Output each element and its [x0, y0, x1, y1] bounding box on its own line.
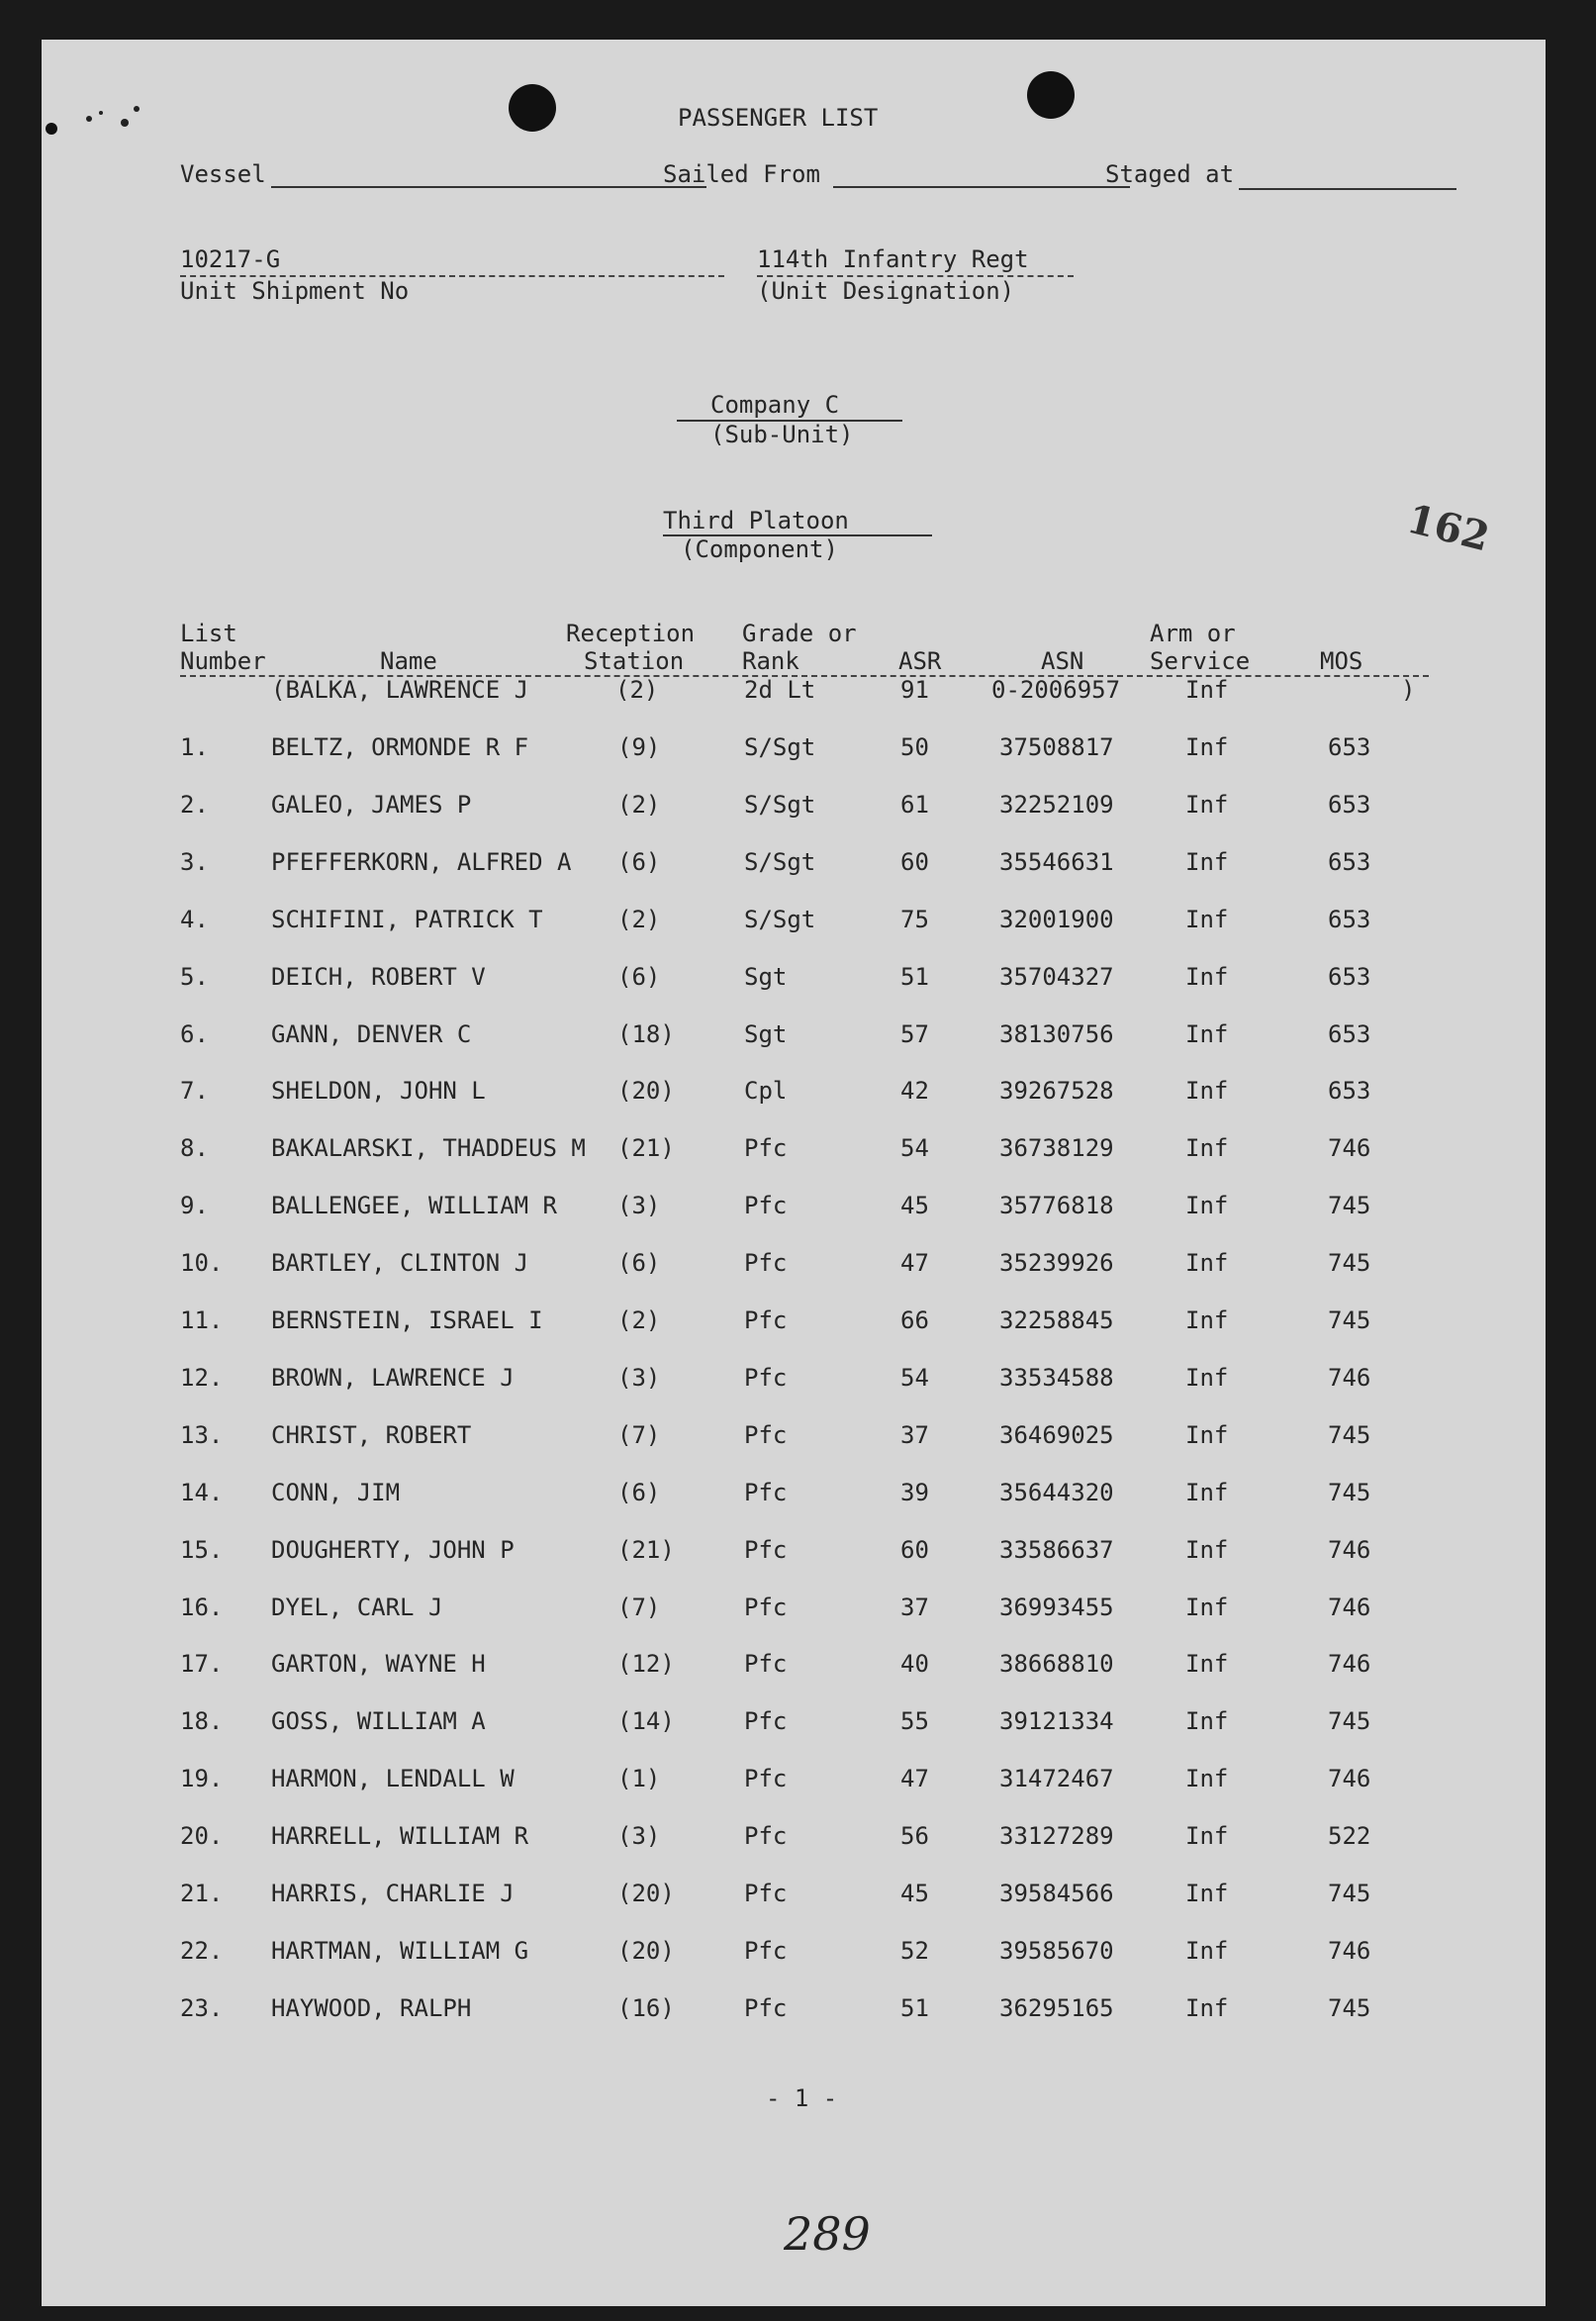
cell-grade: Pfc	[744, 1306, 788, 1334]
cell-grade: Pfc	[744, 1363, 788, 1392]
cell-num: 12.	[180, 1363, 224, 1392]
component: Third Platoon	[663, 507, 849, 534]
cell-name: CONN, JIM	[271, 1478, 401, 1506]
col-arm-2: Service	[1150, 647, 1251, 675]
cell-num: 11.	[180, 1306, 224, 1334]
cell-grade: S/Sgt	[744, 905, 816, 933]
cell-asr: 47	[900, 1249, 929, 1278]
cell-asn: 31472467	[999, 1765, 1114, 1793]
sub-unit: Company C	[710, 391, 840, 419]
sub-unit-label: (Sub-Unit)	[710, 421, 854, 448]
table-row	[42, 1420, 1546, 1453]
cell-name: BELTZ, ORMONDE R F	[271, 733, 529, 761]
sailed-from-label: Sailed From	[663, 160, 820, 188]
table-row	[42, 847, 1546, 880]
cell-mos: 522	[1328, 1822, 1371, 1851]
cell-name: GARTON, WAYNE H	[271, 1650, 486, 1679]
table-row	[42, 1767, 1546, 1796]
col-list-number-2: Number	[180, 647, 266, 675]
cell-asr: 51	[900, 1993, 929, 2022]
cell-asn: 37508817	[999, 733, 1114, 761]
cell-asr: 39	[900, 1478, 929, 1506]
cell-station: (16)	[617, 1993, 675, 2022]
cell-mos: 745	[1328, 1707, 1371, 1736]
page-title: PASSENGER LIST	[678, 104, 879, 132]
table-row	[42, 1194, 1546, 1223]
cell-num: 17.	[180, 1650, 224, 1679]
cell-num: 15.	[180, 1535, 224, 1564]
cell-arm: Inf	[1185, 1420, 1229, 1449]
cell-num: 9.	[180, 1192, 209, 1220]
unit-designation-label: (Unit Designation)	[757, 277, 1015, 305]
table-row	[42, 1824, 1546, 1854]
cell-station: (3)	[617, 1822, 661, 1851]
cell-arm: Inf	[1185, 1535, 1229, 1564]
cell-asn: 35644320	[999, 1478, 1114, 1506]
table-row	[42, 1936, 1546, 1969]
cell-station: (3)	[617, 1363, 661, 1392]
cell-name: GOSS, WILLIAM A	[271, 1707, 486, 1736]
cell-asr: 37	[900, 1593, 929, 1621]
col-asn: ASN	[1041, 647, 1084, 675]
cell-name: HARRELL, WILLIAM R	[271, 1822, 529, 1851]
cell-grade: Pfc	[744, 1249, 788, 1278]
cell-num: 7.	[180, 1077, 209, 1106]
stamp-number: 162	[1402, 495, 1494, 561]
cell-num: 23.	[180, 1993, 224, 2022]
punch-hole-right	[1027, 71, 1075, 119]
cell-grade: Pfc	[744, 1134, 788, 1163]
table-row	[42, 1535, 1546, 1568]
cell-grade: Pfc	[744, 1993, 788, 2022]
cell-asn: 35704327	[999, 962, 1114, 991]
cell-arm: Inf	[1185, 1593, 1229, 1621]
cell-mos: 746	[1328, 1765, 1371, 1793]
cell-grade: Pfc	[744, 1535, 788, 1564]
cell-asn: 32258845	[999, 1306, 1114, 1334]
cell-asr: 66	[900, 1306, 929, 1334]
cell-asn: 36469025	[999, 1420, 1114, 1449]
cell-mos: 653	[1328, 733, 1371, 761]
cell-asn: 32001900	[999, 905, 1114, 933]
cell-grade: Sgt	[744, 1019, 788, 1048]
cell-name: SCHIFINI, PATRICK T	[271, 905, 543, 933]
cell-arm: Inf	[1185, 1822, 1229, 1851]
cell-asn: 39585670	[999, 1936, 1114, 1965]
cell-station: (9)	[617, 733, 661, 761]
cell-mos: 745	[1328, 1192, 1371, 1220]
cell-arm: Inf	[1185, 1192, 1229, 1220]
cell-mos: 746	[1328, 1936, 1371, 1965]
table-row	[42, 1308, 1546, 1338]
officer-grade: 2d Lt	[744, 676, 816, 704]
table-row	[42, 1079, 1546, 1109]
cell-name: HARRIS, CHARLIE J	[271, 1880, 515, 1907]
table-row	[42, 790, 1546, 822]
cell-num: 6.	[180, 1019, 209, 1048]
cell-mos: 746	[1328, 1363, 1371, 1392]
cell-name: HARMON, LENDALL W	[271, 1765, 515, 1793]
col-list-number-1: List	[180, 620, 237, 647]
cell-asn: 39121334	[999, 1707, 1114, 1736]
cell-arm: Inf	[1185, 962, 1229, 991]
cell-asr: 40	[900, 1650, 929, 1679]
cell-arm: Inf	[1185, 1650, 1229, 1679]
cell-asr: 51	[900, 962, 929, 991]
cell-grade: Cpl	[744, 1077, 788, 1106]
cell-station: (21)	[617, 1134, 675, 1163]
sailed-from-blank	[833, 186, 1130, 188]
cell-asn: 35239926	[999, 1249, 1114, 1278]
cell-arm: Inf	[1185, 905, 1229, 933]
cell-grade: Sgt	[744, 962, 788, 991]
cell-grade: Pfc	[744, 1593, 788, 1621]
staged-at-label: Staged at	[1105, 160, 1235, 188]
cell-grade: Pfc	[744, 1420, 788, 1449]
cell-arm: Inf	[1185, 1936, 1229, 1965]
cell-station: (7)	[617, 1420, 661, 1449]
cell-num: 2.	[180, 790, 209, 819]
officer-asr: 91	[900, 676, 929, 704]
cell-asn: 32252109	[999, 790, 1114, 819]
cell-name: BROWN, LAWRENCE J	[271, 1363, 515, 1392]
cell-arm: Inf	[1185, 1306, 1229, 1334]
cell-grade: S/Sgt	[744, 733, 816, 761]
cell-mos: 745	[1328, 1880, 1371, 1907]
cell-station: (20)	[617, 1077, 675, 1106]
table-row	[42, 1993, 1546, 2026]
cell-asn: 36993455	[999, 1593, 1114, 1621]
col-reception-1: Reception	[566, 620, 696, 647]
cell-station: (12)	[617, 1650, 675, 1679]
cell-mos: 653	[1328, 1019, 1371, 1048]
cell-arm: Inf	[1185, 790, 1229, 819]
cell-mos: 746	[1328, 1593, 1371, 1621]
table-row	[42, 1882, 1546, 1911]
table-row	[42, 905, 1546, 937]
punch-hole-left	[509, 84, 556, 132]
table-row	[42, 1652, 1546, 1682]
officer-station: (2)	[615, 676, 659, 704]
cell-mos: 746	[1328, 1535, 1371, 1564]
unit-designation: 114th Infantry Regt	[757, 245, 1029, 273]
cell-asr: 47	[900, 1765, 929, 1793]
cell-arm: Inf	[1185, 1707, 1229, 1736]
cell-mos: 745	[1328, 1478, 1371, 1506]
cell-asr: 60	[900, 1535, 929, 1564]
cell-asr: 57	[900, 1019, 929, 1048]
cell-asr: 45	[900, 1880, 929, 1907]
cell-station: (6)	[617, 1249, 661, 1278]
cell-asr: 37	[900, 1420, 929, 1449]
cell-grade: Pfc	[744, 1822, 788, 1851]
cell-asn: 39267528	[999, 1077, 1114, 1106]
cell-mos: 653	[1328, 1077, 1371, 1106]
cell-arm: Inf	[1185, 733, 1229, 761]
cell-num: 8.	[180, 1134, 209, 1163]
cell-mos: 745	[1328, 1420, 1371, 1449]
cell-num: 4.	[180, 905, 209, 933]
cell-station: (6)	[617, 962, 661, 991]
table-row	[42, 1593, 1546, 1625]
cell-station: (3)	[617, 1192, 661, 1220]
cell-asr: 45	[900, 1192, 929, 1220]
cell-asn: 33586637	[999, 1535, 1114, 1564]
col-mos: MOS	[1320, 647, 1363, 675]
cell-name: HAYWOOD, RALPH	[271, 1993, 472, 2022]
cell-arm: Inf	[1185, 847, 1229, 876]
cell-name: CHRIST, ROBERT	[271, 1420, 472, 1449]
cell-grade: S/Sgt	[744, 847, 816, 876]
cell-num: 14.	[180, 1478, 224, 1506]
cell-grade: Pfc	[744, 1707, 788, 1736]
cell-asr: 54	[900, 1134, 929, 1163]
cell-mos: 653	[1328, 962, 1371, 991]
cell-station: (20)	[617, 1880, 675, 1907]
cell-asn: 36738129	[999, 1134, 1114, 1163]
cell-name: BARTLEY, CLINTON J	[271, 1249, 529, 1278]
cell-asr: 50	[900, 733, 929, 761]
officer-close-paren: )	[1401, 676, 1416, 704]
cell-name: HARTMAN, WILLIAM G	[271, 1936, 529, 1965]
cell-name: SHELDON, JOHN L	[271, 1077, 486, 1106]
cell-arm: Inf	[1185, 1880, 1229, 1907]
cell-grade: S/Sgt	[744, 790, 816, 819]
table-row	[42, 735, 1546, 765]
cell-name: GANN, DENVER C	[271, 1019, 472, 1048]
cell-grade: Pfc	[744, 1478, 788, 1506]
cell-asr: 55	[900, 1707, 929, 1736]
cell-num: 1.	[180, 733, 209, 761]
cell-name: DEICH, ROBERT V	[271, 962, 486, 991]
cell-asr: 61	[900, 790, 929, 819]
cell-station: (20)	[617, 1936, 675, 1965]
cell-asn: 33534588	[999, 1363, 1114, 1392]
cell-station: (21)	[617, 1535, 675, 1564]
cell-name: DOUGHERTY, JOHN P	[271, 1535, 515, 1564]
cell-num: 3.	[180, 847, 209, 876]
passenger-list-page	[42, 40, 1546, 2306]
table-row	[42, 1709, 1546, 1739]
cell-asr: 56	[900, 1822, 929, 1851]
cell-asn: 36295165	[999, 1993, 1114, 2022]
cell-asr: 42	[900, 1077, 929, 1106]
cell-mos: 745	[1328, 1306, 1371, 1334]
cell-station: (6)	[617, 1478, 661, 1506]
table-row	[42, 1019, 1546, 1052]
cell-grade: Pfc	[744, 1650, 788, 1679]
vessel-label: Vessel	[180, 160, 266, 188]
cell-station: (14)	[617, 1707, 675, 1736]
vessel-blank	[271, 186, 706, 188]
table-row	[42, 962, 1546, 995]
cell-num: 10.	[180, 1249, 224, 1278]
cell-name: BAKALARSKI, THADDEUS M	[271, 1134, 586, 1163]
cell-mos: 745	[1328, 1993, 1371, 2022]
cell-grade: Pfc	[744, 1880, 788, 1907]
cell-num: 19.	[180, 1765, 224, 1793]
cell-arm: Inf	[1185, 1249, 1229, 1278]
cell-asn: 33127289	[999, 1822, 1114, 1851]
cell-arm: Inf	[1185, 1134, 1229, 1163]
staged-at-blank	[1239, 188, 1456, 190]
cell-arm: Inf	[1185, 1478, 1229, 1506]
cell-asn: 35546631	[999, 847, 1114, 876]
table-row	[42, 1363, 1546, 1396]
col-name: Name	[380, 647, 437, 675]
cell-grade: Pfc	[744, 1936, 788, 1965]
ink-specks	[42, 79, 160, 198]
col-grade-2: Rank	[742, 647, 799, 675]
component-label: (Component)	[681, 535, 838, 563]
cell-asr: 60	[900, 847, 929, 876]
cell-mos: 653	[1328, 790, 1371, 819]
cell-mos: 745	[1328, 1249, 1371, 1278]
officer-row	[42, 678, 1546, 708]
cell-mos: 653	[1328, 905, 1371, 933]
cell-name: BALLENGEE, WILLIAM R	[271, 1192, 557, 1220]
col-asr: ASR	[898, 647, 942, 675]
col-reception-2: Station	[584, 647, 685, 675]
col-grade-1: Grade or	[742, 620, 857, 647]
cell-mos: 746	[1328, 1134, 1371, 1163]
cell-asn: 38130756	[999, 1019, 1114, 1048]
officer-name: (BALKA, LAWRENCE J	[271, 676, 529, 704]
cell-station: (2)	[617, 790, 661, 819]
cell-mos: 746	[1328, 1650, 1371, 1679]
cell-name: GALEO, JAMES P	[271, 790, 472, 819]
cell-arm: Inf	[1185, 1077, 1229, 1106]
officer-arm: Inf	[1185, 676, 1229, 704]
col-arm-1: Arm or	[1150, 620, 1236, 647]
cell-grade: Pfc	[744, 1765, 788, 1793]
cell-asn: 38668810	[999, 1650, 1114, 1679]
cell-arm: Inf	[1185, 1765, 1229, 1793]
cell-arm: Inf	[1185, 1993, 1229, 2022]
shipment-number: 10217-G	[180, 245, 281, 273]
cell-mos: 653	[1328, 847, 1371, 876]
cell-station: (1)	[617, 1765, 661, 1793]
cell-station: (7)	[617, 1593, 661, 1621]
officer-asn: 0-2006957	[991, 676, 1121, 704]
cell-arm: Inf	[1185, 1363, 1229, 1392]
cell-name: BERNSTEIN, ISRAEL I	[271, 1306, 543, 1334]
cell-num: 21.	[180, 1880, 224, 1907]
cell-arm: Inf	[1185, 1019, 1229, 1048]
cell-station: (2)	[617, 1306, 661, 1334]
cell-num: 22.	[180, 1936, 224, 1965]
cell-num: 20.	[180, 1822, 224, 1851]
cell-name: PFEFFERKORN, ALFRED A	[271, 847, 572, 876]
table-row	[42, 1136, 1546, 1166]
cell-asn: 39584566	[999, 1880, 1114, 1907]
cell-asr: 54	[900, 1363, 929, 1392]
cell-station: (2)	[617, 905, 661, 933]
cell-station: (18)	[617, 1019, 675, 1048]
table-row	[42, 1251, 1546, 1281]
cell-num: 16.	[180, 1593, 224, 1621]
cell-asr: 52	[900, 1936, 929, 1965]
cell-grade: Pfc	[744, 1192, 788, 1220]
table-row	[42, 1478, 1546, 1510]
shipment-number-label: Unit Shipment No	[180, 277, 410, 305]
cell-asn: 35776818	[999, 1192, 1114, 1220]
cell-station: (6)	[617, 847, 661, 876]
page-number: - 1 -	[766, 2084, 838, 2112]
cell-name: DYEL, CARL J	[271, 1593, 443, 1621]
cell-asr: 75	[900, 905, 929, 933]
cell-num: 18.	[180, 1707, 224, 1736]
cell-num: 13.	[180, 1420, 224, 1449]
handwritten-number: 289	[784, 2207, 871, 2261]
cell-num: 5.	[180, 962, 209, 991]
